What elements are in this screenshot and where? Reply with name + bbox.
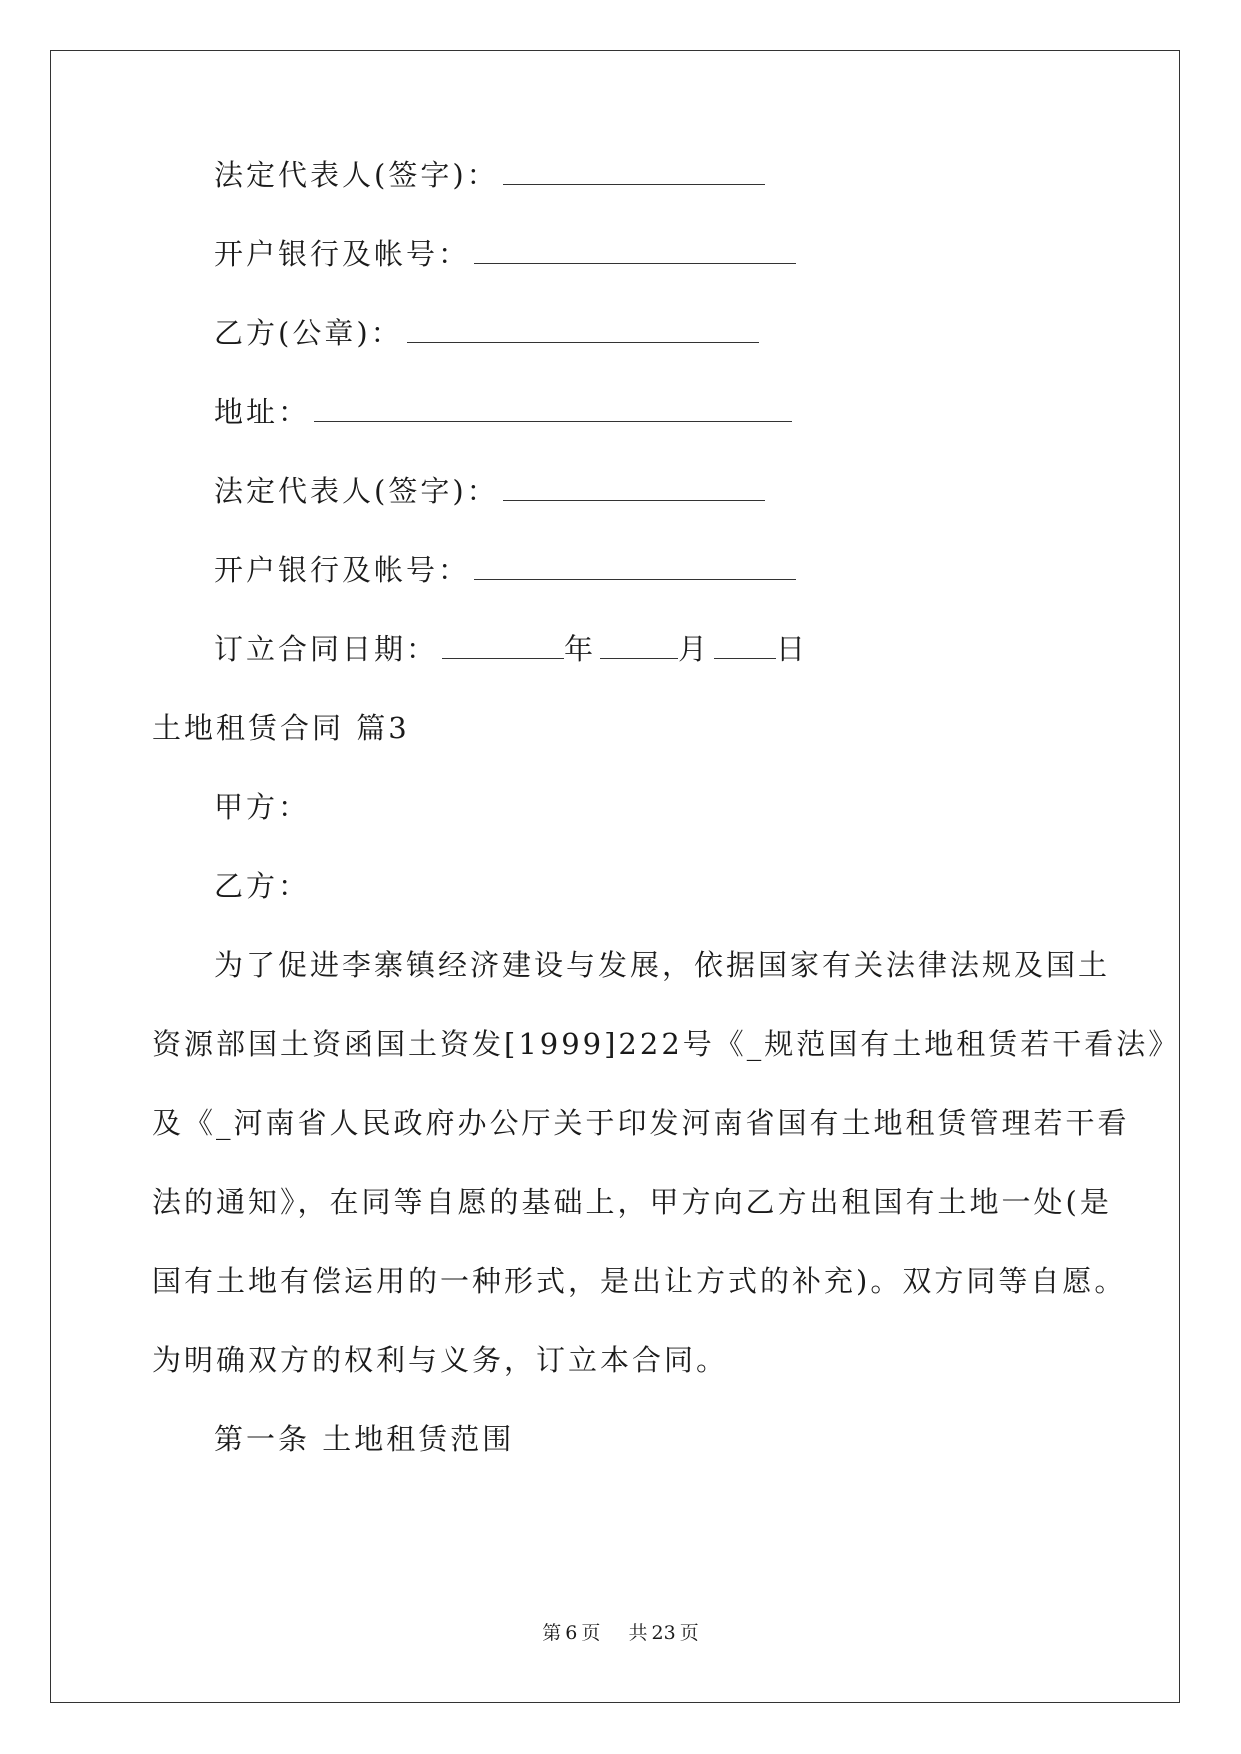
body-line: 及《_河南省人民政府办公厅关于印发河南省国有土地租赁管理若干看 bbox=[152, 1106, 1130, 1140]
page-number: 6 bbox=[565, 1622, 578, 1644]
signature-label: 乙方(公章)： bbox=[214, 316, 403, 350]
month-label: 月 bbox=[678, 632, 711, 666]
blank-field bbox=[407, 318, 759, 343]
contract-date-line bbox=[214, 631, 808, 667]
signature-label: 地址： bbox=[214, 395, 311, 429]
month-blank bbox=[600, 634, 678, 659]
body-line: 为明确双方的权利与义务，订立本合同。 bbox=[152, 1343, 729, 1377]
blank-field bbox=[503, 476, 765, 501]
date-label: 订立合同日期： bbox=[214, 632, 439, 666]
body-line: 国有土地有偿运用的一种形式，是出让方式的补充)。双方同等自愿。 bbox=[152, 1264, 1127, 1298]
year-blank bbox=[442, 634, 564, 659]
total-prefix: 共 bbox=[628, 1622, 648, 1644]
body-line: 资源部国土资函国土资发[1999]222号《_规范国有土地租赁若干看法》 bbox=[152, 1027, 1181, 1061]
signature-line-legal-rep-2 bbox=[214, 473, 765, 509]
blank-field bbox=[474, 555, 796, 580]
day-blank bbox=[714, 634, 776, 659]
signature-label: 法定代表人(签字)： bbox=[214, 158, 499, 192]
signature-line-legal-rep-1 bbox=[214, 157, 765, 193]
signature-label: 开户银行及帐号： bbox=[214, 237, 471, 271]
total-suffix: 页 bbox=[679, 1622, 699, 1644]
signature-line-bank-2 bbox=[214, 552, 796, 588]
blank-field bbox=[503, 160, 765, 185]
day-label: 日 bbox=[776, 632, 809, 666]
body-line: 法的通知》，在同等自愿的基础上，甲方向乙方出租国有土地一处(是 bbox=[152, 1185, 1112, 1219]
blank-field bbox=[314, 397, 792, 422]
page-suffix: 页 bbox=[581, 1622, 601, 1644]
signature-line-bank-1 bbox=[214, 236, 796, 272]
section-title: 土地租赁合同 篇3 bbox=[152, 711, 410, 745]
article-title: 第一条 土地租赁范围 bbox=[214, 1422, 515, 1456]
body-line: 为了促进李寨镇经济建设与发展，依据国家有关法律法规及国土 bbox=[214, 948, 1111, 982]
page-footer bbox=[0, 1618, 1241, 1645]
party-b-label: 乙方： bbox=[214, 869, 311, 903]
signature-line-address bbox=[214, 394, 792, 430]
page-prefix: 第 bbox=[542, 1622, 562, 1644]
signature-label: 开户银行及帐号： bbox=[214, 553, 471, 587]
blank-field bbox=[474, 239, 796, 264]
signature-line-party-b-seal bbox=[214, 315, 759, 351]
year-label: 年 bbox=[564, 632, 597, 666]
party-a-label: 甲方： bbox=[214, 790, 311, 824]
total-pages: 23 bbox=[651, 1622, 676, 1644]
signature-label: 法定代表人(签字)： bbox=[214, 474, 499, 508]
